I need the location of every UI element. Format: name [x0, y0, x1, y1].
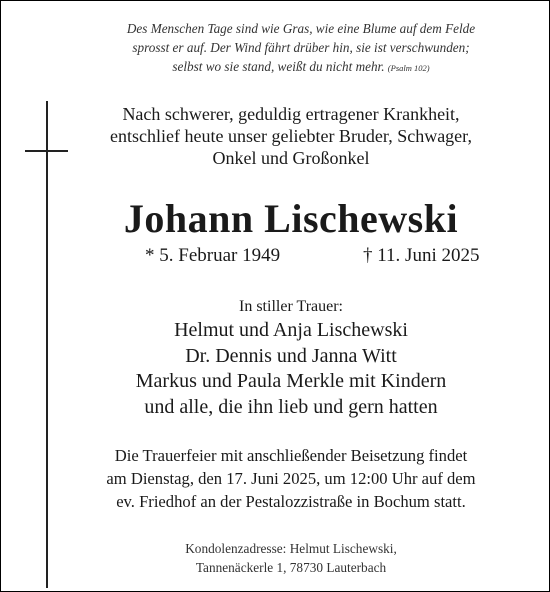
intro-text: [61, 103, 521, 169]
condolence-line: Tannenäckerle 1, 78730 Lauterbach: [195, 560, 387, 575]
mourner-entry: und alle, die ihn lieb und gern hatten: [144, 395, 438, 418]
mourner-entry: Dr. Dennis und Janna Witt: [185, 344, 397, 367]
condolence-address: [61, 539, 521, 577]
mourner-entry: Helmut und Anja Lischewski: [174, 319, 408, 341]
intro-line: entschlief heute unser geliebter Bruder, Schwager,: [110, 126, 472, 146]
psalm-line: sprosst er auf. Der Wind fährt drüber hin, sie ist verschwunden;: [132, 40, 470, 55]
psalm-line: Des Menschen Tage sind wie Gras, wie eine Blume auf dem Felde: [126, 21, 476, 36]
intro-line: Onkel und Großonkel: [212, 148, 370, 168]
ceremony-info: [61, 444, 521, 513]
ceremony-line: am Dienstag, den 17. Juni 2025, um 12:00 Uhr auf dem: [106, 469, 476, 488]
psalm-line-text: selbst wo sie stand, weißt du nicht mehr.: [172, 59, 385, 74]
intro-line: Nach schwerer, geduldig ertragener Krankheit,: [122, 104, 460, 124]
mourning-heading: In stiller Trauer:: [239, 298, 343, 315]
ceremony-line: Die Trauerfeier mit anschließender Beisetzung findet: [114, 446, 468, 465]
mourners-list: [61, 318, 521, 420]
cross-vertical-bar: [46, 101, 48, 588]
psalm-quote: [71, 19, 531, 78]
mourner-entry: Markus und Paula Merkle mit Kindern: [135, 370, 447, 392]
deceased-name: Johann Lischewski: [123, 196, 459, 241]
death-date: † 11. Juni 2025: [363, 245, 480, 266]
psalm-line-last: [71, 57, 531, 78]
ceremony-line: ev. Friedhof an der Pestalozzistraße in Bochum statt.: [116, 492, 466, 511]
birth-date: * 5. Februar 1949: [145, 245, 281, 266]
condolence-line: Kondolenzadresse: Helmut Lischewski,: [185, 541, 397, 556]
psalm-reference: (Psalm 102): [387, 63, 430, 73]
